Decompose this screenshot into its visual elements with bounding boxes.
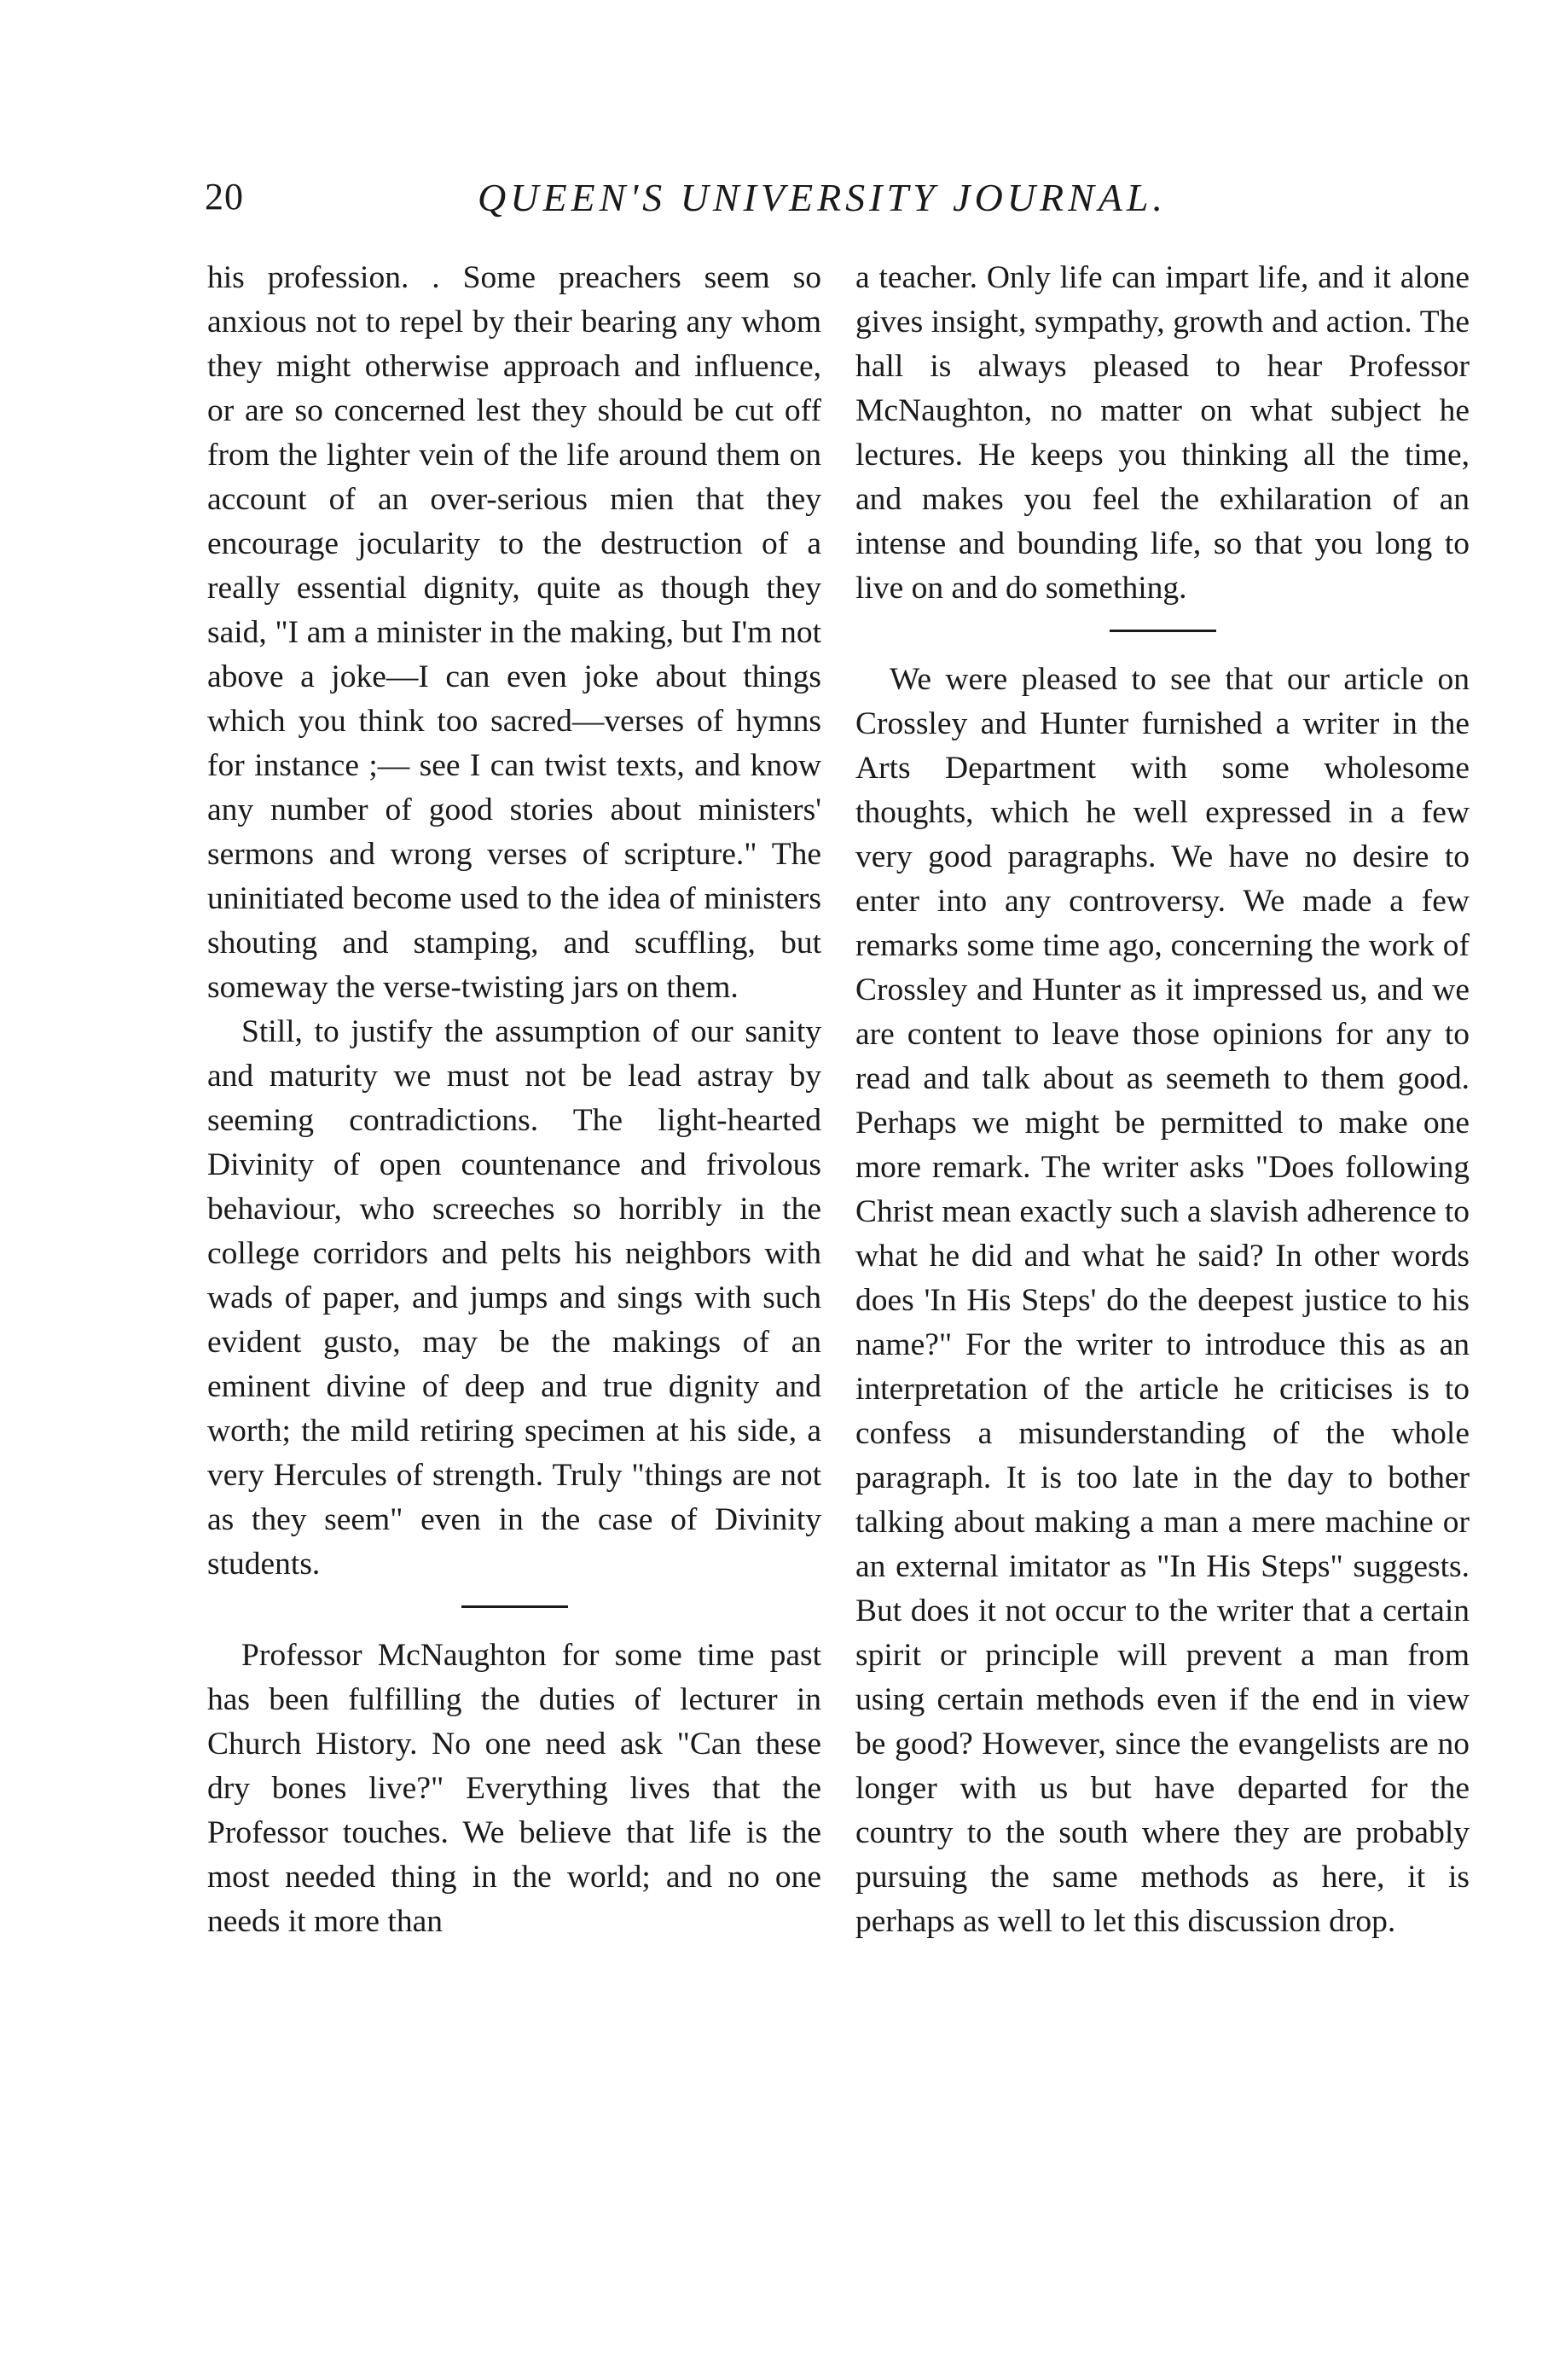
page-header [205, 175, 1484, 226]
paragraph-divinity-students: Still, to justify the assumption of our sanity and maturity we must not be lead astray by seeming contradictions. The light-hearted Divinity of open countenance and frivolous behaviour, who screeches so horribly in the college corridors and pelts his neighbors with wads of paper, and jumps and sings with such evident gusto, may be the makings of an eminent divine of deep and true dignity and worth; the mild retiring specimen at his side, a very Hercules of strength. Truly "things are not as they seem" even in the case of Divinity students. [207, 1014, 821, 1582]
page-number: 20 [205, 176, 244, 218]
left-column [207, 256, 821, 1944]
paragraph-professor-mcnaughton: Professor McNaughton for some time past has been fulfilling the duties of lecturer in Church History. No one need ask "Can these dry bones live?" Everything lives that the Professor touches. We believe that life is the most needed thing in the world; and no one needs it more than [207, 1638, 821, 1939]
section-divider [1110, 630, 1216, 632]
right-column [855, 256, 1470, 1944]
section-divider [461, 1605, 568, 1608]
paragraph-ministers-jokes: his profession. . Some preachers seem so anxious not to repel by their bearing any whom they might otherwise approach and influence, or are so concerned lest they should be cut off from the lighter vein of the life around them on account of an over-serious mien that they encourage jocularity to the destruction of a really essential dignity, quite as though they said, "I am a minister in the making, but I'm not above a joke—I can even joke about things which you think too sacred—verses of hymns for instance ;— see I can twist texts, and know any number of good stories about ministers' sermons and wrong verses of scripture." The uninitiated become used to the idea of ministers shouting and stamping, and scuffling, but someway the verse-twisting jars on them. [207, 260, 821, 1005]
paragraph-crossley-hunter: We were pleased to see that our article on Crossley and Hunter furnished a writer in the Arts Department with some wholesome thoughts, which he well expressed in a few very good paragraphs. We have no desire to enter into any controversy. We made a few remarks some time ago, concerning the work of Crossley and Hunter as it impressed us, and we are content to leave those opinions for any to read and talk about as seemeth to them good. Perhaps we might be permitted to make one more remark. The writer asks "Does following Christ mean exactly such a slavish adherence to what he did and what he said? In other words does 'In His Steps' do the deepest justice to his name?" For the writer to introduce this as an interpretation of the article he criticises is to confess a misunderstanding of the whole paragraph. It is too late in the day to bother talking about making a man a mere machine or an external imitator as "In His Steps" suggests. But does it not occur to the writer that a certain spirit or principle will prevent a man from using certain methods even if the end in view be good? However, since the evangelists are no longer with us but have departed for the country to the south where they are probably pursuing the same methods as here, it is perhaps as well to let this discussion drop. [855, 662, 1470, 1939]
journal-title: QUEEN'S UNIVERSITY JOURNAL. [478, 176, 1167, 219]
paragraph-teacher-life: a teacher. Only life can impart life, and it alone gives insight, sympathy, growth and action. The hall is always pleased to hear Professor McNaughton, no matter on what subject he lectures. He keeps you thinking all the time, and makes you feel the exhilaration of an intense and bounding life, so that you long to live on and do something. [855, 260, 1470, 606]
